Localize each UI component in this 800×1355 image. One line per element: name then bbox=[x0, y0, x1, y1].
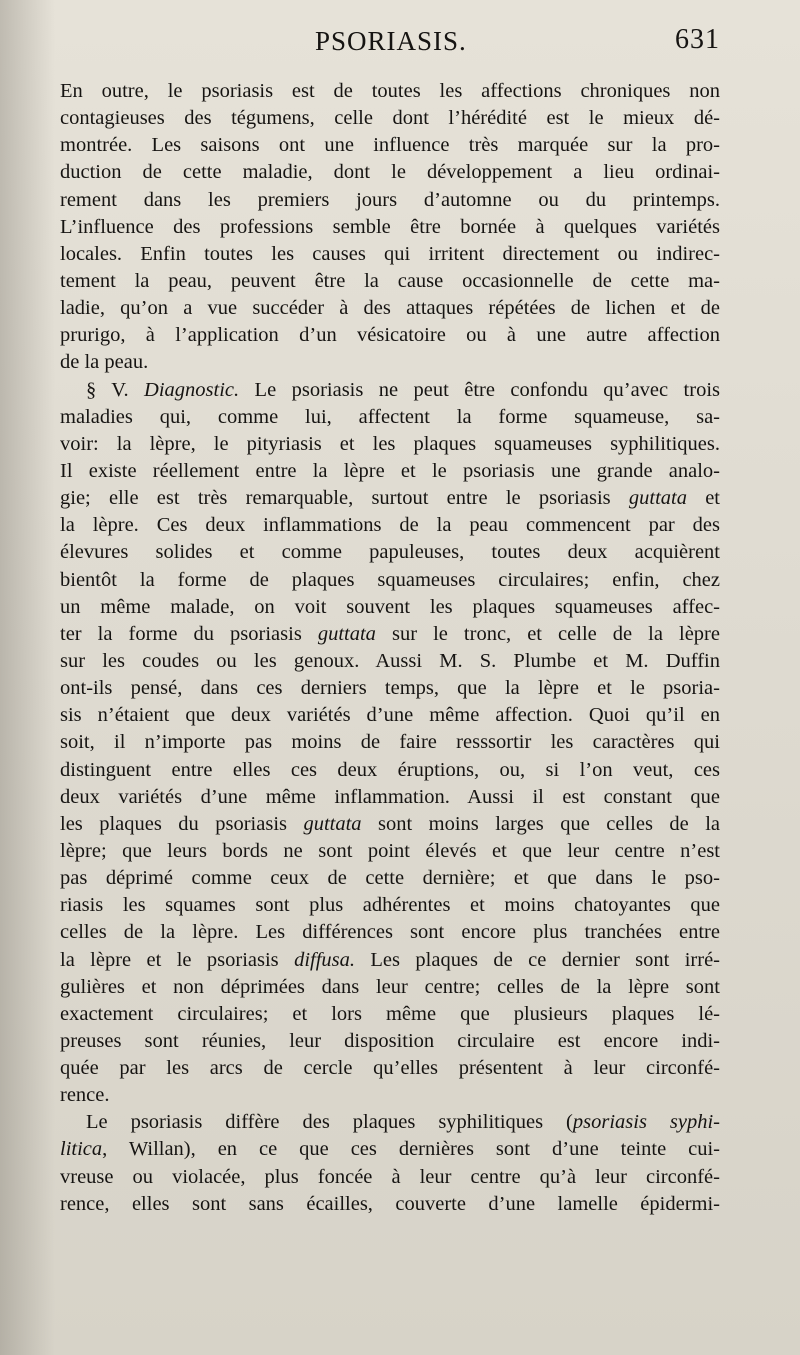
text-line bbox=[60, 865, 720, 892]
text-line bbox=[60, 349, 720, 376]
italic-term: guttata bbox=[628, 487, 687, 510]
text-line bbox=[60, 241, 720, 268]
text-line bbox=[60, 1109, 720, 1136]
text-segment: ont-ils pensé, dans ces derniers temps, que la lèpre et le psoria- bbox=[60, 677, 720, 700]
text-segment: duction de cette maladie, dont le développement a lieu ordinai- bbox=[60, 161, 720, 184]
text-segment: exactement circulaires; et lors même que plusieurs plaques lé- bbox=[60, 1002, 720, 1025]
text-line bbox=[60, 132, 720, 159]
text-segment: riasis les squames sont plus adhérentes et moins chatoyantes que bbox=[60, 894, 720, 917]
text-line bbox=[60, 431, 720, 458]
text-segment: Les plaques de ce dernier sont irré- bbox=[355, 948, 720, 971]
text-line bbox=[60, 1028, 720, 1055]
text-segment: contagieuses des tégumens, celle dont l’hérédité est le mieux dé- bbox=[60, 107, 720, 130]
italic-term: guttata bbox=[317, 622, 376, 645]
text-segment: soit, il n’importe pas moins de faire resssortir les caractères qui bbox=[60, 731, 720, 754]
text-line bbox=[60, 838, 720, 865]
text-segment: sont moins larges que celles de la bbox=[361, 812, 720, 835]
text-line bbox=[60, 919, 720, 946]
text-segment: locales. Enfin toutes les causes qui irritent directement ou indirec- bbox=[60, 242, 720, 265]
page-number: 631 bbox=[675, 24, 720, 55]
text-line bbox=[60, 78, 720, 105]
text-line bbox=[60, 485, 720, 512]
text-line bbox=[60, 1055, 720, 1082]
text-line bbox=[60, 729, 720, 756]
text-segment: et bbox=[686, 487, 720, 510]
text-segment: pas déprimé comme ceux de cette dernière; et que dans le pso- bbox=[60, 867, 720, 890]
italic-term: guttata bbox=[303, 812, 362, 835]
page-header bbox=[60, 26, 720, 66]
text-segment: Le psoriasis ne peut être confondu qu’avec trois bbox=[239, 378, 720, 401]
text-line bbox=[60, 675, 720, 702]
text-segment: ter la forme du psoriasis bbox=[60, 622, 318, 645]
text-segment: lèpre; que leurs bords ne sont point élevés et que leur centre n’est bbox=[60, 839, 720, 862]
text-segment: deux variétés d’une même inflammation. Aussi il est constant que bbox=[60, 785, 720, 808]
text-line bbox=[60, 512, 720, 539]
italic-term: litica bbox=[60, 1138, 103, 1161]
text-segment: preuses sont réunies, leur disposition circulaire est encore indi- bbox=[60, 1029, 720, 1052]
text-line bbox=[60, 268, 720, 295]
text-line bbox=[60, 404, 720, 431]
text-line bbox=[60, 811, 720, 838]
text-line bbox=[60, 892, 720, 919]
text-line bbox=[60, 1001, 720, 1028]
text-segment: les plaques du psoriasis bbox=[60, 812, 304, 835]
text-segment: la lèpre. Ces deux inflammations de la peau commencent par des bbox=[60, 514, 720, 537]
text-segment: gie; elle est très remarquable, surtout entre le psoriasis bbox=[60, 487, 629, 510]
text-line bbox=[60, 974, 720, 1001]
body-text bbox=[60, 78, 720, 1218]
text-segment: prurigo, à l’application d’un vésicatoire ou à une autre affection bbox=[60, 324, 720, 347]
text-line bbox=[60, 1136, 720, 1163]
text-segment: montrée. Les saisons ont une influence très marquée sur la pro- bbox=[60, 134, 720, 157]
text-line bbox=[60, 377, 720, 404]
text-segment: Il existe réellement entre la lèpre et le psoriasis une grande analo- bbox=[60, 459, 720, 482]
text-segment: rence, elles sont sans écailles, couverte d’une lamelle épidermi- bbox=[60, 1192, 720, 1215]
text-segment: élevures solides et comme papuleuses, toutes deux acquièrent bbox=[60, 541, 720, 564]
text-segment: maladies qui, comme lui, affectent la forme squameuse, sa- bbox=[60, 405, 720, 428]
text-segment: la lèpre et le psoriasis bbox=[60, 948, 295, 971]
running-title: PSORIASIS. bbox=[315, 26, 467, 56]
text-segment: de la peau. bbox=[60, 351, 149, 374]
text-segment: ladie, qu’on a vue succéder à des attaques répétées de lichen et de bbox=[60, 297, 720, 320]
text-line bbox=[60, 1164, 720, 1191]
text-segment: gulières et non déprimées dans leur centre; celles de la lèpre sont bbox=[60, 975, 720, 998]
text-line bbox=[60, 757, 720, 784]
text-segment: tement la peau, peuvent être la cause occasionnelle de cette ma- bbox=[60, 269, 720, 292]
text-line bbox=[60, 539, 720, 566]
text-segment: voir: la lèpre, le pityriasis et les plaques squameuses syphilitiques. bbox=[60, 432, 720, 455]
text-line bbox=[60, 648, 720, 675]
text-segment: celles de la lèpre. Les différences sont encore plus tranchées entre bbox=[60, 921, 720, 944]
text-segment: Le psoriasis diffère des plaques syphilitiques ( bbox=[86, 1111, 573, 1134]
text-segment: rence. bbox=[60, 1084, 110, 1107]
text-segment: § V. bbox=[86, 378, 145, 401]
italic-term: diffusa. bbox=[294, 948, 356, 971]
text-segment: sis n’étaient que deux variétés d’une même affection. Quoi qu’il en bbox=[60, 704, 720, 727]
text-line bbox=[60, 105, 720, 132]
text-line bbox=[60, 187, 720, 214]
text-segment: bientôt la forme de plaques squameuses circulaires; enfin, chez bbox=[60, 568, 720, 591]
text-line bbox=[60, 1082, 720, 1109]
text-segment: L’influence des professions semble être bornée à quelques variétés bbox=[60, 215, 720, 238]
text-segment: sur le tronc, et celle de la lèpre bbox=[375, 622, 720, 645]
text-segment: En outre, le psoriasis est de toutes les affections chroniques non bbox=[60, 80, 720, 102]
text-line bbox=[60, 702, 720, 729]
text-segment: distinguent entre elles ces deux éruptions, ou, si l’on veut, ces bbox=[60, 758, 720, 781]
text-line bbox=[60, 295, 720, 322]
text-line bbox=[60, 947, 720, 974]
text-line bbox=[60, 159, 720, 186]
text-segment: vreuse ou violacée, plus foncée à leur centre qu’à leur circonfé- bbox=[60, 1165, 720, 1188]
text-line bbox=[60, 621, 720, 648]
text-line bbox=[60, 1191, 720, 1218]
text-segment: sur les coudes ou les genoux. Aussi M. S. Plumbe et M. Duffin bbox=[60, 649, 720, 672]
text-segment: quée par les arcs de cercle qu’elles présentent à leur circonfé- bbox=[60, 1057, 720, 1080]
text-segment: , Willan), en ce que ces dernières sont d’une teinte cui- bbox=[102, 1138, 720, 1161]
text-line bbox=[60, 567, 720, 594]
text-line bbox=[60, 322, 720, 349]
text-line bbox=[60, 458, 720, 485]
italic-term: psoriasis syphi- bbox=[572, 1111, 720, 1134]
text-line bbox=[60, 214, 720, 241]
text-segment: rement dans les premiers jours d’automne ou du printemps. bbox=[60, 188, 720, 211]
text-line bbox=[60, 594, 720, 621]
text-line bbox=[60, 784, 720, 811]
text-segment: un même malade, on voit souvent les plaques squameuses affec- bbox=[60, 595, 720, 618]
italic-term: Diagnostic. bbox=[144, 378, 240, 401]
